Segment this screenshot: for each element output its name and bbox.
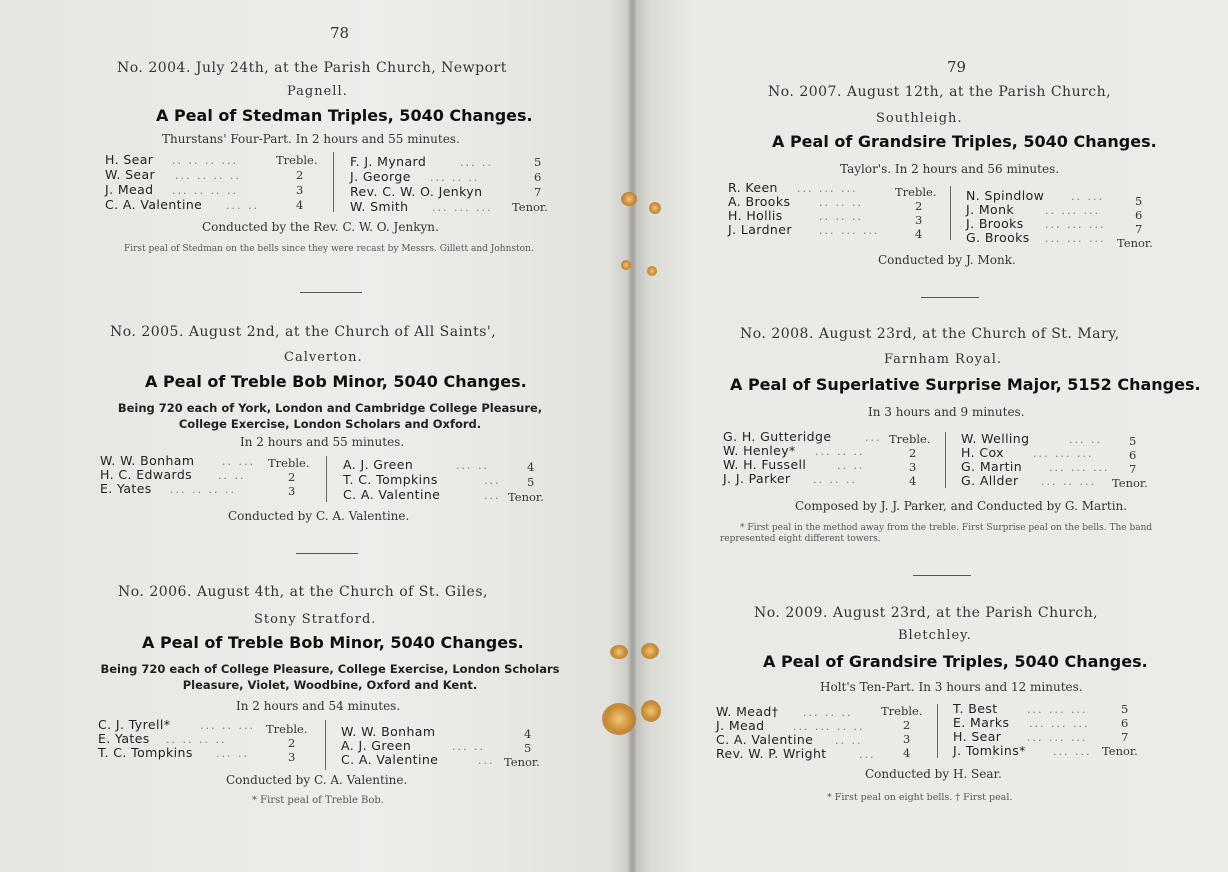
bell-number: Tenor. — [504, 755, 540, 769]
ringer-name: W. W. Bonham — [341, 724, 436, 739]
peal-footnote: * First peal in the method away from the treble. First Surprise peal on the bells. The band represented eight different towers. — [720, 523, 1153, 544]
bell-number: 5 — [1135, 194, 1143, 208]
staple-stain — [610, 645, 628, 659]
ringer-name: J. George — [350, 169, 411, 184]
bell-number: Treble. — [276, 153, 318, 167]
leader-dots: ... — [859, 748, 876, 761]
peal-footnote: First peal of Stedman on the bells since they were recast by Messrs. Gillett and Johnston. — [124, 244, 534, 254]
peal-description: Being 720 each of College Pleasure, College Exercise, London Scholars Pleasure, Violet, Woodbine, Oxford and Kent. — [100, 662, 560, 692]
bell-number: 4 — [915, 227, 923, 241]
conductor-line: Conducted by C. A. Valentine. — [228, 509, 410, 523]
bell-number: Treble. — [881, 704, 923, 718]
leader-dots: .. .. .. — [813, 473, 857, 486]
leader-dots: ... ... ... — [1049, 461, 1110, 474]
conductor-line: Conducted by J. Monk. — [878, 253, 1016, 267]
bell-number: 2 — [288, 470, 296, 484]
leader-dots: ... .. .. .. — [170, 483, 236, 496]
peal-title: A Peal of Grandsire Triples, 5040 Changes. — [772, 132, 1157, 151]
leader-dots: ... .. .. — [803, 706, 853, 719]
right-page — [633, 0, 1228, 872]
bell-number: 6 — [1129, 448, 1137, 462]
ringer-name: Rev. W. P. Wright — [716, 746, 827, 761]
ringer-name: W. H. Fussell — [723, 457, 807, 472]
bell-number: Tenor. — [512, 200, 548, 214]
bell-number: Tenor. — [1102, 744, 1138, 758]
staple-stain — [621, 192, 637, 206]
ringer-name: C. A. Valentine — [716, 732, 814, 747]
ringer-name: J. Monk — [966, 202, 1015, 217]
bell-number: 5 — [1129, 434, 1137, 448]
staple-stain — [649, 202, 661, 214]
peal-subtitle: In 2 hours and 55 minutes. — [240, 435, 405, 449]
band-divider — [326, 456, 327, 502]
ringer-name: R. Keen — [728, 180, 778, 195]
ringer-name: G. Brooks — [966, 230, 1030, 245]
peal-title: A Peal of Stedman Triples, 5040 Changes. — [156, 106, 533, 125]
bell-number: 3 — [915, 213, 923, 227]
ringer-name: G. Allder — [961, 473, 1019, 488]
leader-dots: ... ... ... — [1045, 218, 1106, 231]
bell-number: 2 — [915, 199, 923, 213]
bell-number: 3 — [296, 183, 304, 197]
bell-number: 4 — [909, 474, 917, 488]
leader-dots: .. ... — [1071, 190, 1104, 203]
bell-number: 2 — [903, 718, 911, 732]
peal-location: Pagnell. — [287, 84, 348, 99]
bell-number: 7 — [1135, 222, 1143, 236]
staple-stain — [647, 266, 657, 276]
bell-number: Tenor. — [1117, 236, 1153, 250]
conductor-line: Conducted by the Rev. C. W. O. Jenkyn. — [202, 220, 439, 234]
ringer-name: C. A. Valentine — [341, 752, 439, 767]
bell-number: 4 — [527, 460, 535, 474]
leader-dots: ... .. .. .. — [172, 184, 238, 197]
leader-dots: ... — [484, 489, 501, 502]
ringer-name: F. J. Mynard — [350, 154, 427, 169]
leader-dots: ... .. — [226, 199, 259, 212]
peal-subtitle: Taylor's. In 2 hours and 56 minutes. — [840, 162, 1060, 176]
bell-number: 6 — [1135, 208, 1143, 222]
ringer-name: W. Smith — [350, 199, 409, 214]
bell-number: 5 — [527, 475, 535, 489]
bell-number: Treble. — [268, 456, 310, 470]
band-divider — [945, 432, 946, 488]
leader-dots: .. .. .. — [819, 210, 863, 223]
ringer-name: W. W. Bonham — [100, 453, 195, 468]
ringer-name: E. Marks — [953, 715, 1010, 730]
ringer-name: T. Best — [953, 701, 998, 716]
bell-number: 5 — [524, 741, 532, 755]
peal-subtitle: In 3 hours and 9 minutes. — [868, 405, 1025, 419]
section-divider — [296, 553, 358, 554]
leader-dots: ... ... ... — [1045, 232, 1106, 245]
peal-location: Southleigh. — [876, 111, 963, 126]
bell-number: 7 — [534, 185, 542, 199]
leader-dots: ... ... ... — [1029, 717, 1090, 730]
leader-dots: .. ... — [222, 455, 255, 468]
ringer-name: C. J. Tyrell* — [98, 717, 171, 732]
leader-dots: ... ... ... — [797, 182, 858, 195]
ringer-name: J. J. Parker — [723, 471, 791, 486]
peal-subtitle: Holt's Ten-Part. In 3 hours and 12 minutes. — [820, 680, 1083, 694]
ringer-name: T. C. Tompkins — [98, 745, 193, 760]
peal-title: A Peal of Superlative Surprise Major, 5152 Changes. — [730, 375, 1201, 394]
ringer-name: H. Hollis — [728, 208, 783, 223]
ringer-name: G. Martin — [961, 459, 1023, 474]
section-divider — [921, 297, 979, 298]
leader-dots: ... — [478, 754, 495, 767]
leader-dots: ... .. — [1069, 433, 1102, 446]
leader-dots: ... .. ... — [200, 719, 255, 732]
peal-header: No. 2009. August 23rd, at the Parish Church, — [754, 605, 1099, 621]
staple-stain — [641, 700, 661, 722]
leader-dots: .. .. — [218, 469, 246, 482]
ringer-name: W. Sear — [105, 167, 156, 182]
peal-location: Stony Stratford. — [254, 612, 377, 627]
leader-dots: ... ... .. .. — [793, 720, 865, 733]
peal-header: No. 2004. July 24th, at the Parish Church, Newport — [117, 60, 507, 76]
peal-footnote: * First peal of Treble Bob. — [252, 795, 384, 806]
peal-location: Farnham Royal. — [884, 352, 1003, 367]
leader-dots: .. .. .. — [819, 196, 863, 209]
band-divider — [950, 186, 951, 240]
ringer-name: H. C. Edwards — [100, 467, 193, 482]
ringer-name: W. Henley* — [723, 443, 796, 458]
staple-stain — [602, 703, 636, 735]
bell-number: 3 — [903, 732, 911, 746]
section-divider — [300, 292, 362, 293]
peal-description: Being 720 each of York, London and Cambridge College Pleasure, College Exercise, London Scholars and Oxford. — [117, 401, 543, 431]
peal-header: No. 2006. August 4th, at the Church of St. Giles, — [118, 584, 488, 600]
leader-dots: ... ... — [1053, 745, 1092, 758]
bell-number: 2 — [296, 168, 304, 182]
section-divider — [913, 575, 971, 576]
bell-number: Tenor. — [1112, 476, 1148, 490]
band-divider — [333, 152, 334, 212]
bell-number: 5 — [534, 155, 542, 169]
ringer-name: J. Mead — [716, 718, 765, 733]
peal-title: A Peal of Treble Bob Minor, 5040 Changes. — [145, 372, 527, 391]
leader-dots: ... ... ... — [1027, 703, 1088, 716]
ringer-name: C. A. Valentine — [343, 487, 441, 502]
bell-number: 4 — [296, 198, 304, 212]
leader-dots: ... — [865, 431, 882, 444]
book-gutter — [627, 0, 637, 872]
peal-subtitle: In 2 hours and 54 minutes. — [236, 699, 401, 713]
ringer-name: J. Mead — [105, 182, 154, 197]
ringer-name: W. Mead† — [716, 704, 779, 719]
band-divider — [937, 704, 938, 758]
ringer-name: N. Spindlow — [966, 188, 1045, 203]
page-number: 78 — [330, 24, 350, 42]
bell-number: 2 — [288, 736, 296, 750]
ringer-name: A. J. Green — [341, 738, 412, 753]
bell-number: 4 — [903, 746, 911, 760]
bell-number: Treble. — [895, 185, 937, 199]
leader-dots: ... — [484, 474, 501, 487]
ringer-name: H. Cox — [961, 445, 1004, 460]
ringer-name: Rev. C. W. O. Jenkyn — [350, 184, 483, 199]
staple-stain — [641, 643, 659, 659]
conductor-line: Conducted by C. A. Valentine. — [226, 773, 408, 787]
leader-dots: ... .. — [216, 747, 249, 760]
leader-dots: ... .. — [456, 459, 489, 472]
peal-footnote: * First peal on eight bells. † First peal. — [827, 792, 1013, 803]
leader-dots: ... .. .. — [815, 445, 865, 458]
ringer-name: G. H. Gutteridge — [723, 429, 832, 444]
leader-dots: ... .. ... — [1041, 475, 1096, 488]
page-number: 79 — [947, 58, 967, 76]
bell-number: Treble. — [889, 432, 931, 446]
staple-stain — [621, 260, 631, 270]
ringer-name: C. A. Valentine — [105, 197, 203, 212]
leader-dots: ... ... ... — [1033, 447, 1094, 460]
bell-number: 6 — [534, 170, 542, 184]
leader-dots: ... .. .. — [430, 171, 480, 184]
leader-dots: .. .. .. .. — [166, 733, 227, 746]
ringer-name: E. Yates — [98, 731, 150, 746]
ringer-name: J. Lardner — [728, 222, 792, 237]
leader-dots: .. .. — [835, 734, 863, 747]
leader-dots: ... .. .. .. — [175, 169, 241, 182]
bell-number: 3 — [288, 484, 296, 498]
ringer-name: A. J. Green — [343, 457, 414, 472]
peal-title: A Peal of Treble Bob Minor, 5040 Changes. — [142, 633, 524, 652]
bell-number: Tenor. — [508, 490, 544, 504]
leader-dots: .. ... ... — [1045, 204, 1100, 217]
ringer-name: H. Sear — [105, 152, 154, 167]
leader-dots: ... .. — [460, 156, 493, 169]
bell-number: 3 — [288, 750, 296, 764]
bell-number: Treble. — [266, 722, 308, 736]
ringer-name: E. Yates — [100, 481, 152, 496]
leader-dots: ... ... ... — [819, 224, 880, 237]
bell-number: 7 — [1121, 730, 1129, 744]
peal-header: No. 2005. August 2nd, at the Church of All Saints', — [110, 324, 497, 340]
bell-number: 6 — [1121, 716, 1129, 730]
peal-location: Bletchley. — [898, 628, 972, 643]
ringer-name: H. Sear — [953, 729, 1002, 744]
leader-dots: ... ... ... — [432, 201, 493, 214]
peal-header: No. 2008. August 23rd, at the Church of St. Mary, — [740, 326, 1120, 342]
peal-header: No. 2007. August 12th, at the Parish Church, — [768, 84, 1112, 100]
band-divider — [325, 720, 326, 770]
leader-dots: ... .. — [452, 740, 485, 753]
peal-subtitle: Thurstans' Four-Part. In 2 hours and 55 minutes. — [162, 132, 460, 146]
conductor-line: Composed by J. J. Parker, and Conducted by G. Martin. — [795, 499, 1128, 513]
bell-number: 3 — [909, 460, 917, 474]
leader-dots: .. .. .. ... — [172, 154, 238, 167]
bell-number: 7 — [1129, 462, 1137, 476]
conductor-line: Conducted by H. Sear. — [865, 767, 1002, 781]
leader-dots: ... ... ... — [1027, 731, 1088, 744]
ringer-name: J. Tomkins* — [953, 743, 1026, 758]
peal-location: Calverton. — [284, 350, 363, 365]
ringer-name: T. C. Tompkins — [343, 472, 438, 487]
bell-number: 5 — [1121, 702, 1129, 716]
leader-dots: .. .. — [837, 459, 865, 472]
ringer-name: A. Brooks — [728, 194, 791, 209]
bell-number: 2 — [909, 446, 917, 460]
ringer-name: W. Welling — [961, 431, 1030, 446]
peal-title: A Peal of Grandsire Triples, 5040 Changes. — [763, 652, 1148, 671]
ringer-name: J. Brooks — [966, 216, 1024, 231]
bell-number: 4 — [524, 727, 532, 741]
